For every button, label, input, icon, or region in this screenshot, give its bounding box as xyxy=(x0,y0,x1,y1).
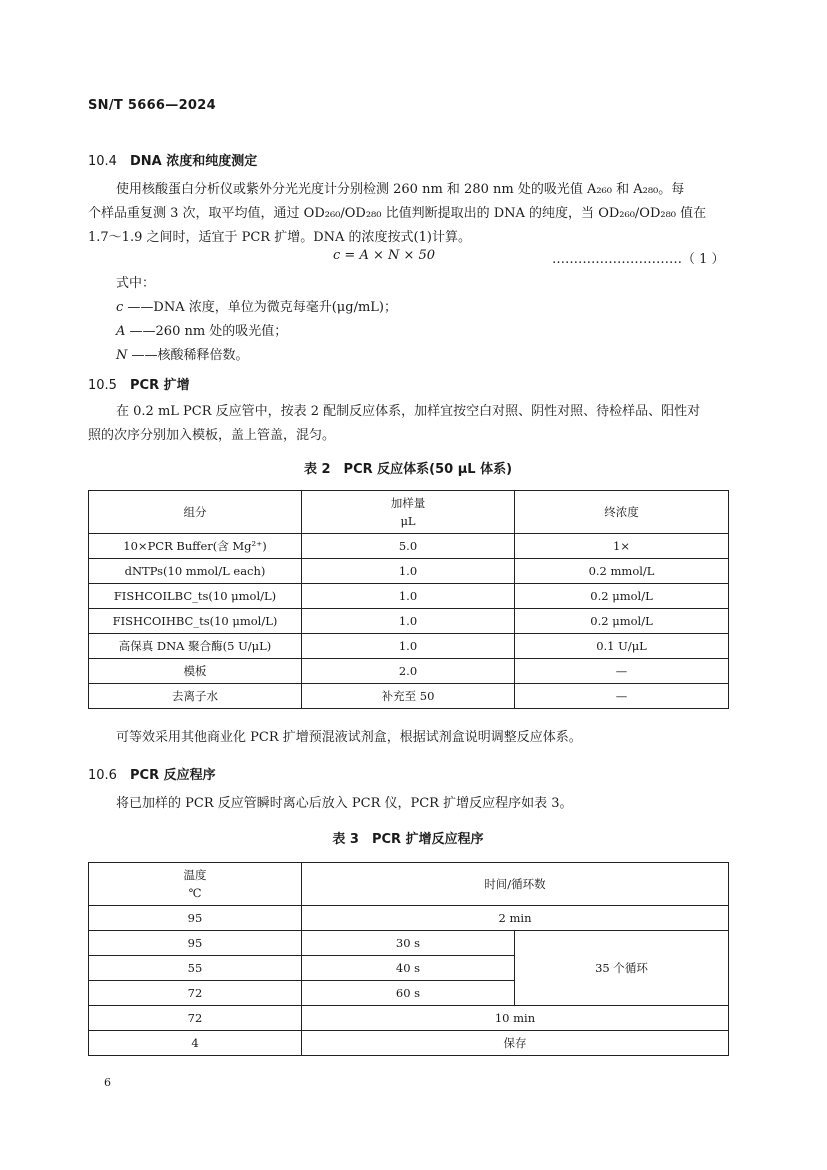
table-row xyxy=(89,1006,729,1031)
header-final-concentration: 终浓度 xyxy=(515,491,729,534)
cell: 0.1 U/μL xyxy=(515,634,729,659)
table-row xyxy=(89,559,729,584)
standard-code-header: SN/T 5666—2024 xyxy=(88,98,216,113)
section-10-6-paragraph: 将已加样的 PCR 反应管瞬时离心后放入 PCR 仪，PCR 扩增反应程序如表 3。 xyxy=(116,796,573,811)
cell: 1.0 xyxy=(302,634,515,659)
header-amount-unit: μL xyxy=(400,514,416,528)
symbol: c xyxy=(116,300,124,315)
table-row xyxy=(89,906,729,931)
table-row xyxy=(89,659,729,684)
definition-text: ——DNA 浓度，单位为微克每毫升(μg/mL)； xyxy=(123,300,397,315)
section-10-5-paragraph xyxy=(88,400,738,448)
paragraph-line: 照的次序分别加入模板，盖上管盖，混匀。 xyxy=(88,428,336,443)
cell: 72 xyxy=(89,981,302,1006)
section-number: 10.4 xyxy=(88,154,117,169)
cell: 0.2 μmol/L xyxy=(515,609,729,634)
table-2-caption: 表 2 PCR 反应体系(50 μL 体系) xyxy=(303,462,513,477)
paragraph-line: 个样品重复测 3 次，取平均值，通过 OD₂₆₀/OD₂₈₀ 比值判断提取出的 DNA 的纯度，当 OD₂₆₀/OD₂₈₀ 值在 xyxy=(88,206,707,221)
cell: 0.2 μmol/L xyxy=(515,584,729,609)
cell: 95 xyxy=(89,931,302,956)
table-2 xyxy=(88,490,729,709)
cell: FISHCOILBC_ts(10 μmol/L) xyxy=(89,584,302,609)
symbol: A xyxy=(116,324,126,339)
symbol: N xyxy=(116,348,128,363)
paragraph-line: 在 0.2 mL PCR 反应管中，按表 2 配制反应体系，加样宜按空白对照、阴性对照、待检样品、阳性对 xyxy=(116,404,701,419)
cell: — xyxy=(515,659,729,684)
table-row xyxy=(89,634,729,659)
definition-c xyxy=(116,296,397,315)
section-title: PCR 反应程序 xyxy=(130,768,216,783)
cell: 1.0 xyxy=(302,584,515,609)
cell: 模板 xyxy=(89,659,302,684)
paragraph-line: 使用核酸蛋白分析仪或紫外分光光度计分别检测 260 nm 和 280 nm 处的吸光值 A₂₆₀ 和 A₂₈₀。每 xyxy=(116,182,685,197)
cell: — xyxy=(515,684,729,709)
cell: 1.0 xyxy=(302,609,515,634)
cell: 10 min xyxy=(302,1006,729,1031)
section-number: 10.5 xyxy=(88,378,117,393)
cell: dNTPs(10 mmol/L each) xyxy=(89,559,302,584)
page-number: 6 xyxy=(104,1076,111,1089)
section-10-4-paragraph xyxy=(88,178,738,250)
cell: 2.0 xyxy=(302,659,515,684)
cell: 1× xyxy=(515,534,729,559)
section-title: DNA 浓度和纯度测定 xyxy=(130,154,258,169)
cell: 补充至 50 xyxy=(302,684,515,709)
section-title: PCR 扩增 xyxy=(130,378,190,393)
table-row xyxy=(89,534,729,559)
cell: 95 xyxy=(89,906,302,931)
cell: 55 xyxy=(89,956,302,981)
cell: 1.0 xyxy=(302,559,515,584)
header-temp-unit: ℃ xyxy=(188,886,202,900)
cell: 60 s xyxy=(302,981,515,1006)
table-2-note: 可等效采用其他商业化 PCR 扩增预混液试剂盒，根据试剂盒说明调整反应体系。 xyxy=(116,730,582,745)
section-10-6-heading xyxy=(88,764,216,783)
where-label: 式中： xyxy=(116,276,156,291)
header-time-cycles: 时间/循环数 xyxy=(302,863,729,906)
cell: FISHCOIHBC_ts(10 μmol/L) xyxy=(89,609,302,634)
cell: 去离子水 xyxy=(89,684,302,709)
cell: 0.2 mmol/L xyxy=(515,559,729,584)
cell: 高保真 DNA 聚合酶(5 U/μL) xyxy=(89,634,302,659)
definition-text: ——核酸稀释倍数。 xyxy=(127,348,249,363)
section-number: 10.6 xyxy=(88,768,117,783)
cell: 5.0 xyxy=(302,534,515,559)
definition-a xyxy=(116,320,287,339)
cycle-count-cell: 35 个循环 xyxy=(515,931,729,1006)
table-row xyxy=(89,1031,729,1056)
section-10-4-heading xyxy=(88,150,257,169)
cell: 30 s xyxy=(302,931,515,956)
table-3-caption: 表 3 PCR 扩增反应程序 xyxy=(332,832,484,847)
cell: 72 xyxy=(89,1006,302,1031)
header-amount-label: 加样量 xyxy=(390,496,426,510)
cell: 保存 xyxy=(302,1031,729,1056)
header-component: 组分 xyxy=(89,491,302,534)
formula: c = A × N × 50 xyxy=(333,248,436,263)
header-temp-label: 温度 xyxy=(183,868,207,882)
cell: 10×PCR Buffer(含 Mg²⁺) xyxy=(89,534,302,559)
table-row xyxy=(89,684,729,709)
formula-reference: …………………………（ 1 ） xyxy=(552,252,725,267)
cell: 40 s xyxy=(302,956,515,981)
definition-text: ——260 nm 处的吸光值； xyxy=(125,324,288,339)
definition-n xyxy=(116,344,249,363)
cell: 2 min xyxy=(302,906,729,931)
table-3 xyxy=(88,862,729,1056)
cell: 4 xyxy=(89,1031,302,1056)
table-row xyxy=(89,931,729,956)
table-row xyxy=(89,609,729,634)
section-10-5-heading xyxy=(88,374,190,393)
header-temperature xyxy=(89,863,302,906)
header-amount xyxy=(302,491,515,534)
table-row xyxy=(89,584,729,609)
paragraph-line: 1.7～1.9 之间时，适宜于 PCR 扩增。DNA 的浓度按式(1)计算。 xyxy=(88,230,471,245)
